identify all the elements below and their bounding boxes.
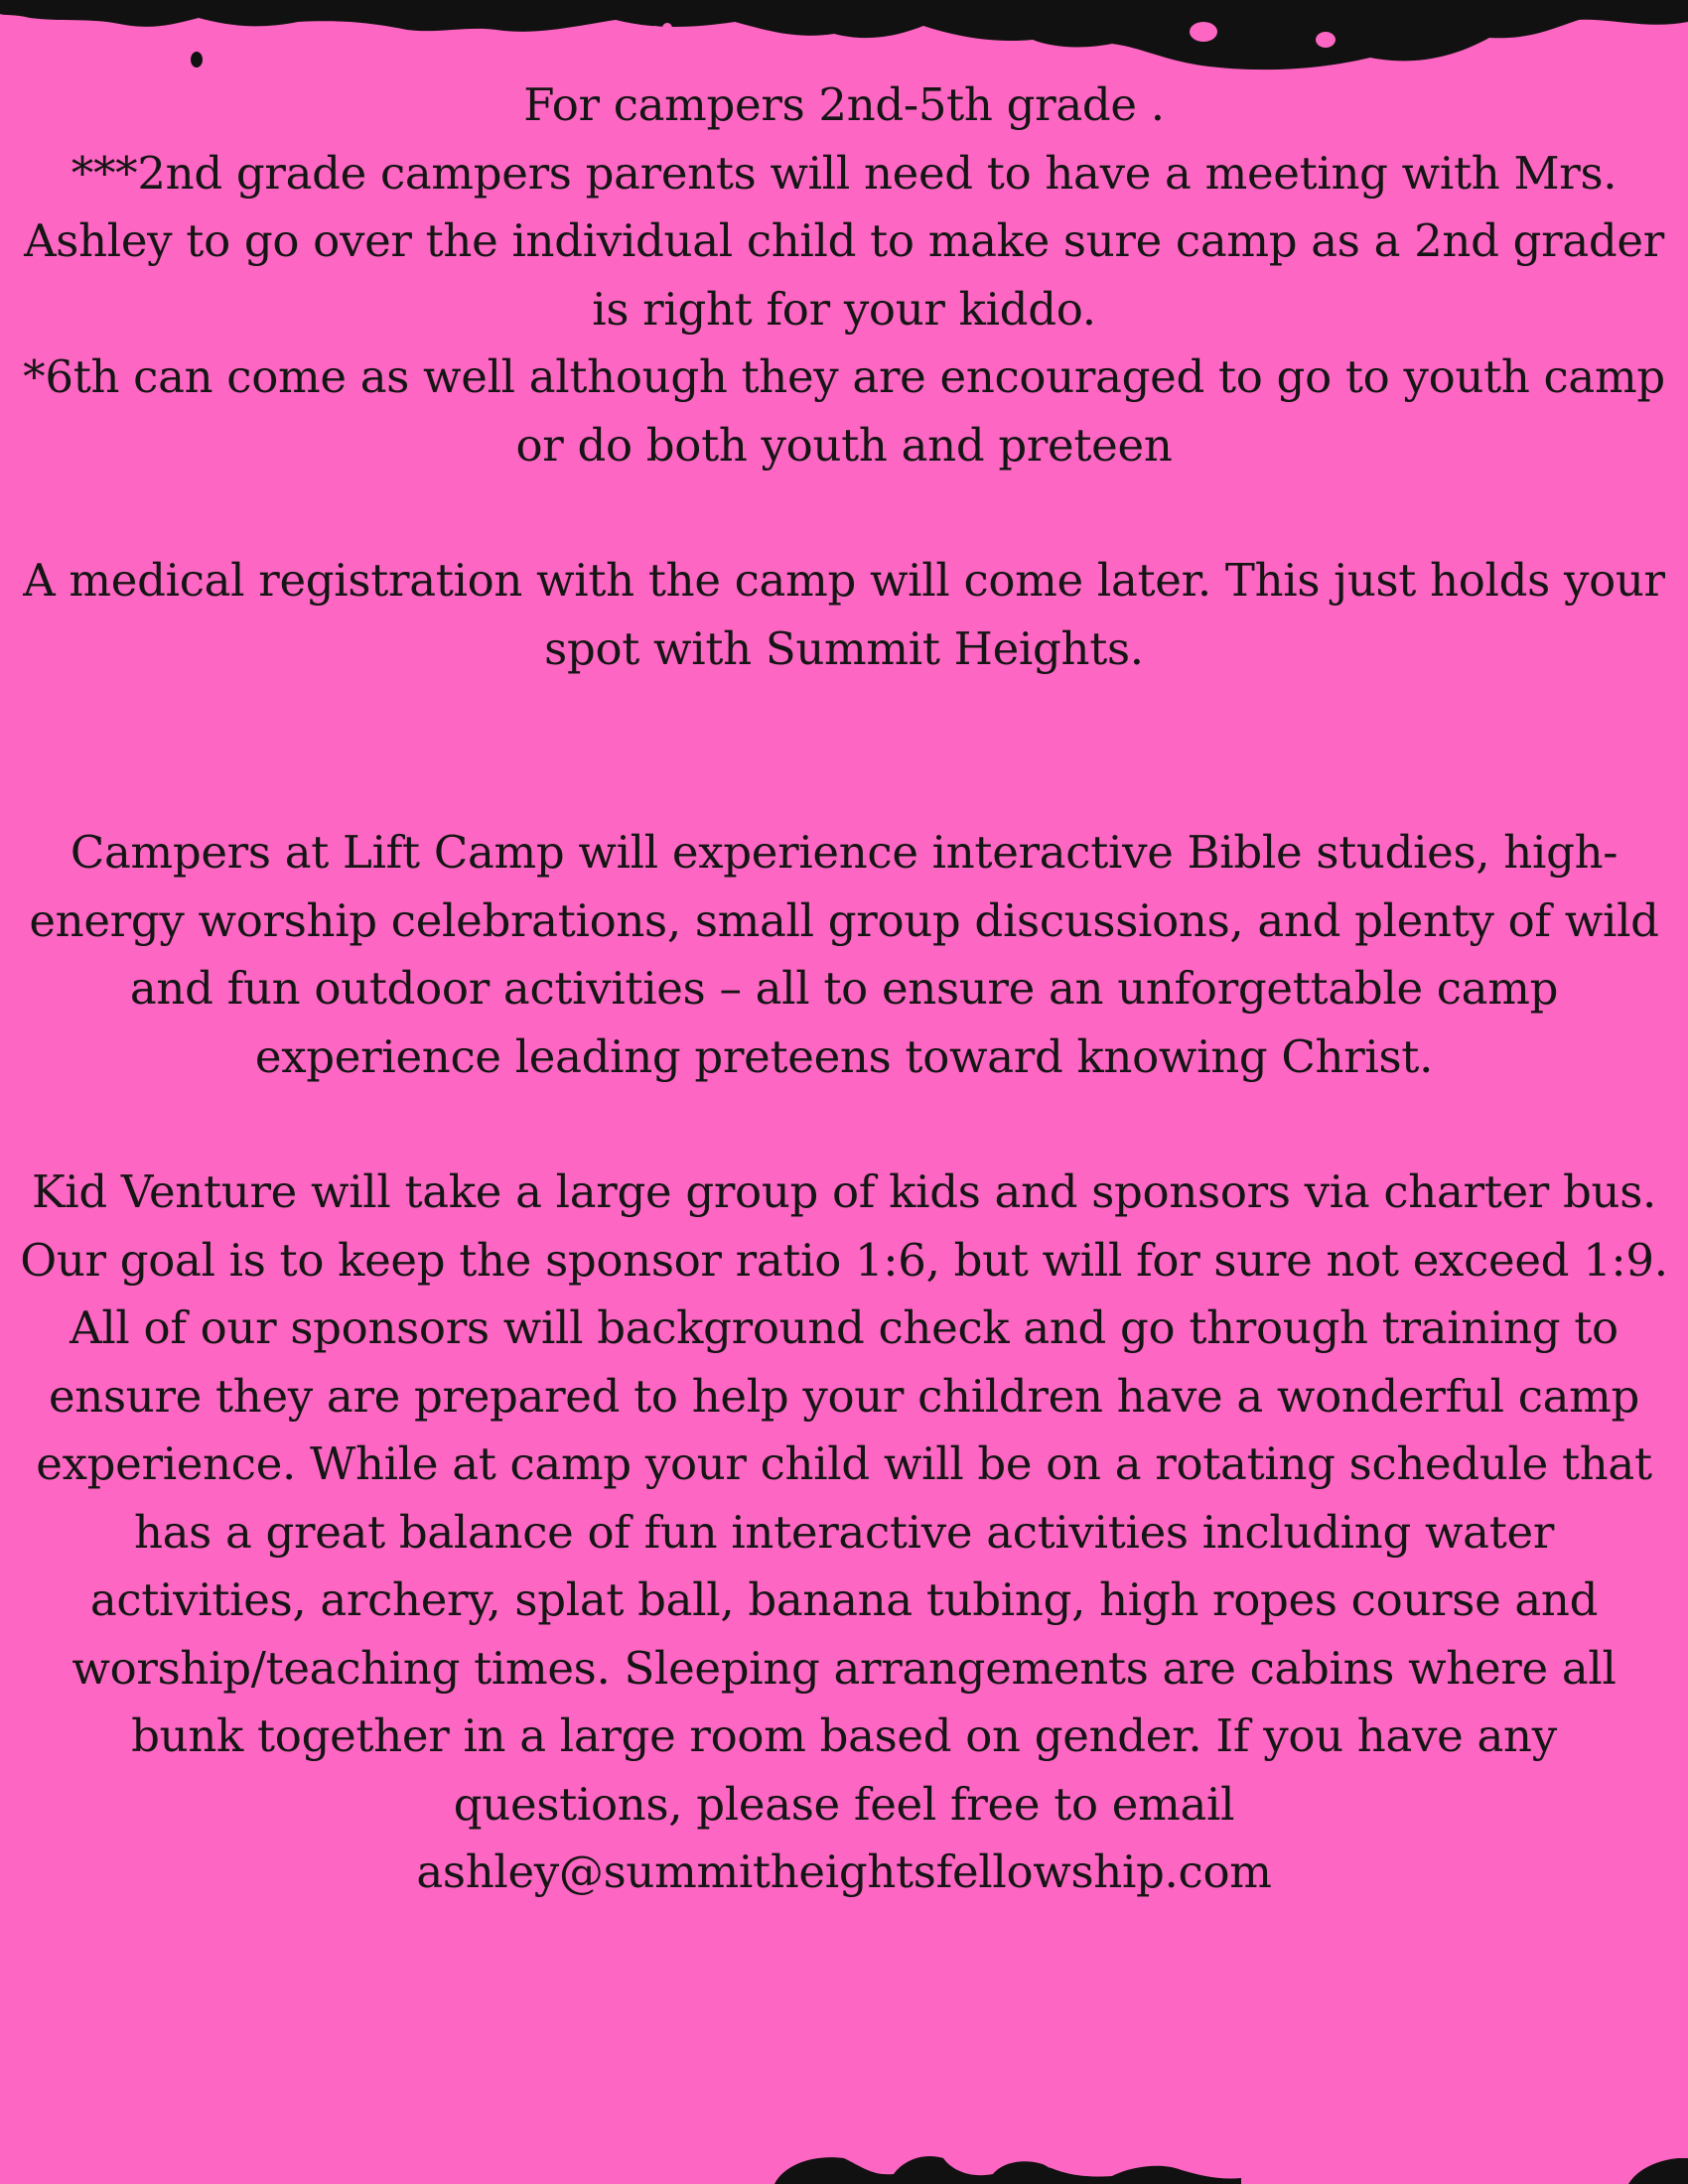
grade-eligibility-line: For campers 2nd-5th grade . [523, 78, 1165, 131]
bottom-brush-decoration [0, 2124, 1688, 2184]
medical-registration-note: A medical registration with the camp will come later. This just holds your spot with Summit Heights. [23, 554, 1665, 675]
camp-description: Campers at Lift Camp will experience interactive Bible studies, high-energy worship celebrations, small group discussions, and plenty of wild and fun outdoor activities – all to ensure an unforgettable camp experience leading preteens toward knowing Christ. [29, 826, 1659, 1083]
sixth-grade-note: *6th can come as well although they are encouraged to go to youth camp or do both youth and preteen [23, 350, 1665, 472]
spacer [20, 1091, 1668, 1159]
spacer [20, 479, 1668, 547]
spacer [20, 683, 1668, 819]
second-grade-note: ***2nd grade campers parents will need to have a meeting with Mrs. Ashley to go over the individual child to make sure camp as a 2nd grader is right for your kiddo. [24, 146, 1664, 336]
logistics-paragraph: Kid Venture will take a large group of kids and sponsors via charter bus. Our goal is to keep the sponsor ratio 1:6, but will for sure not exceed 1:9. All of our sponsors will background check and go through training to ensure they are prepared to help your children have a wonderful camp experience. While at camp your child will be on a rotating schedule that has a great balance of fun interactive activities including water activities, archery, splat ball, banana tubing, high ropes course and worship/teaching times. Sleeping arrangements are cabins where all bunk together in a large room based on gender. If you have any questions, please feel free to email ashley@summitheightsfellowship.com [20, 1165, 1668, 1898]
flyer-body [20, 71, 1668, 1907]
